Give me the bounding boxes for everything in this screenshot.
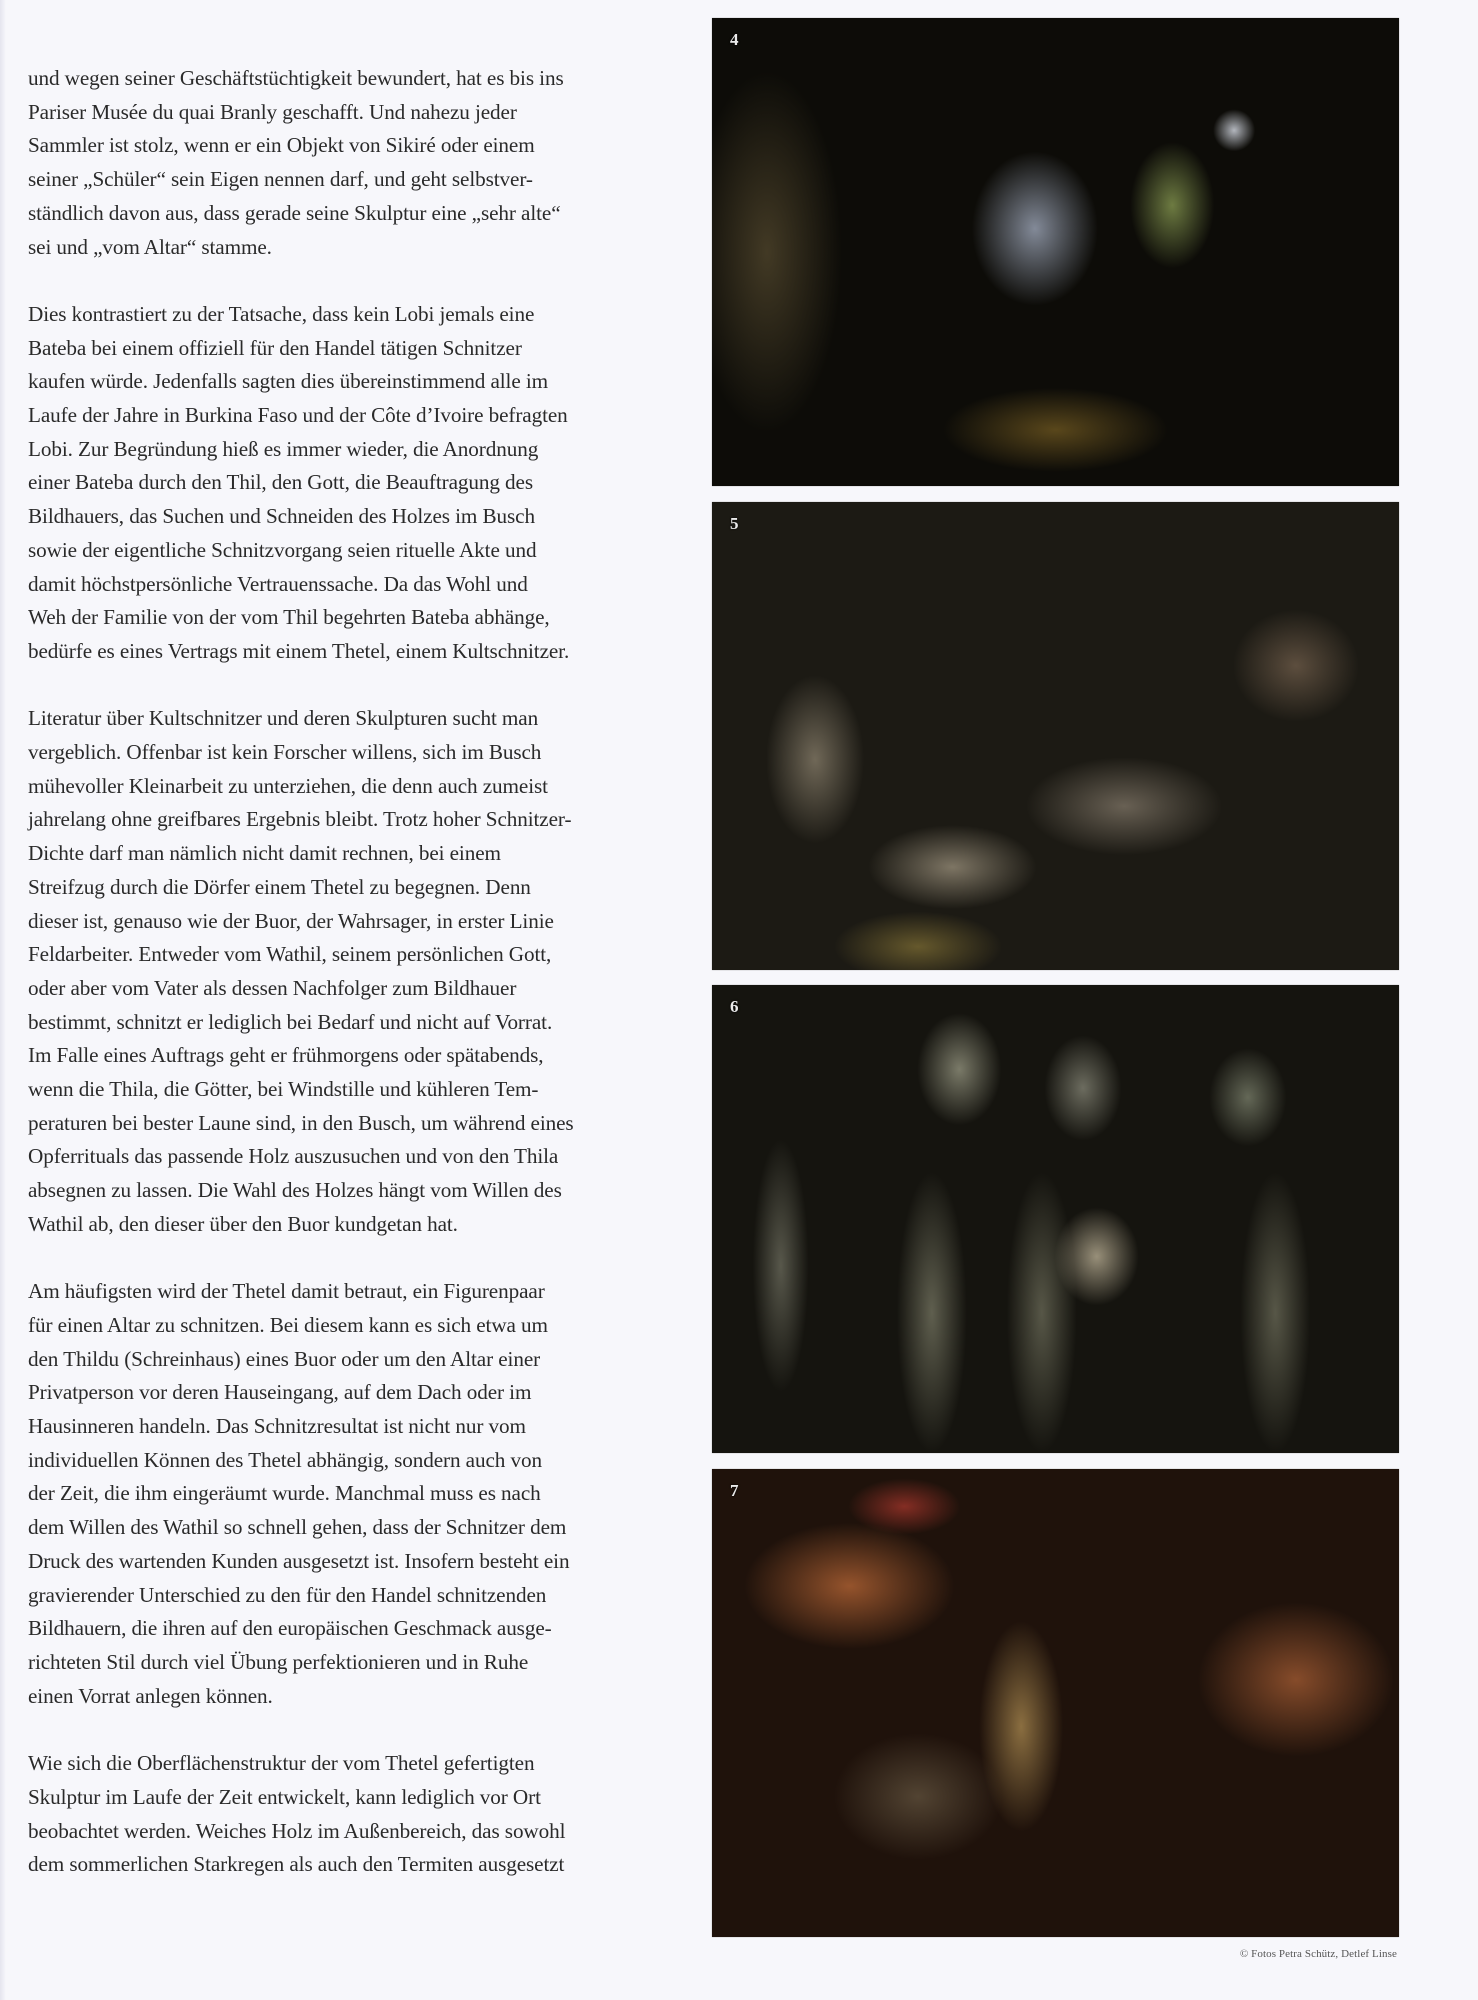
photo-4 — [712, 18, 1399, 486]
paragraph — [28, 1275, 678, 1713]
photo-5 — [712, 502, 1399, 970]
text-line: seiner „Schüler“ sein Eigen nennen darf, und geht selbstver- — [28, 167, 533, 192]
text-line: Literatur über Kultschnitzer und deren Skulpturen sucht man — [28, 706, 539, 731]
text-line: Sammler ist stolz, wenn er ein Objekt von Sikiré oder einem — [28, 133, 535, 158]
text-line: Im Falle eines Auftrags geht er frühmorgens oder spätabends, — [28, 1043, 544, 1068]
text-line: sei und „vom Altar“ stamme. — [28, 234, 272, 259]
text-line: absegnen zu lassen. Die Wahl des Holzes hängt vom Willen des — [28, 1178, 562, 1203]
paragraph — [28, 702, 678, 1241]
text-line: Lobi. Zur Begründung hieß es immer wieder, die Anordnung — [28, 436, 539, 461]
text-line: den Thildu (Schreinhaus) eines Buor oder um den Altar einer — [28, 1346, 541, 1371]
text-line: Druck des wartenden Kunden ausgesetzt ist. Insofern besteht ein — [28, 1548, 570, 1573]
text-line: jahrelang ohne greifbares Ergebnis bleibt. Trotz hoher Schnitzer- — [28, 807, 572, 832]
text-line: und wegen seiner Geschäftstüchtigkeit bewundert, hat es bis ins — [28, 66, 564, 90]
text-line: Opferrituals das passende Holz auszusuchen und von den Thila — [28, 1144, 559, 1169]
text-line: einen Vorrat anlegen können. — [28, 1683, 273, 1708]
text-line: Pariser Musée du quai Branly geschafft. Und nahezu jeder — [28, 99, 517, 124]
text-line: Bildhauern, die ihren auf den europäischen Geschmack ausge- — [28, 1616, 552, 1641]
text-line: sowie der eigentliche Schnitzvorgang seien rituelle Akte und — [28, 537, 537, 562]
text-line: Wie sich die Oberflächenstruktur der vom Thetel gefertigten — [28, 1751, 535, 1776]
text-line: bedürfe es eines Vertrags mit einem Thetel, einem Kultschnitzer. — [28, 638, 570, 663]
text-line: vergeblich. Offenbar ist kein Forscher willens, sich im Busch — [28, 740, 542, 765]
photo-number: 6 — [730, 997, 739, 1016]
photo-number: 4 — [730, 30, 739, 49]
photo-6 — [712, 985, 1399, 1453]
text-line: Bateba bei einem offiziell für den Handel tätigen Schnitzer — [28, 335, 522, 360]
page-edge — [0, 0, 6, 2000]
text-line: dem sommerlichen Starkregen als auch den Termiten ausgesetzt — [28, 1852, 565, 1877]
text-line: Skulptur im Laufe der Zeit entwickelt, kann lediglich vor Ort — [28, 1784, 541, 1809]
photo-credit: © Fotos Petra Schütz, Detlef Linse — [1239, 1948, 1397, 1960]
text-line: wenn die Thila, die Götter, bei Windstille und kühleren Tem- — [28, 1077, 539, 1102]
article-text-column — [28, 62, 678, 1916]
text-line: Wathil ab, den dieser über den Buor kundgetan hat. — [28, 1211, 458, 1236]
paragraph — [28, 62, 678, 264]
text-line: Weh der Familie von der vom Thil begehrten Bateba abhänge, — [28, 605, 550, 630]
text-line: mühevoller Kleinarbeit zu unterziehen, die denn auch zumeist — [28, 773, 548, 798]
text-line: Streifzug durch die Dörfer einem Thetel zu begegnen. Denn — [28, 874, 531, 899]
photo-7 — [712, 1469, 1399, 1937]
text-line: dieser ist, genauso wie der Buor, der Wahrsager, in erster Linie — [28, 908, 554, 933]
text-line: Am häufigsten wird der Thetel damit betraut, ein Figurenpaar — [28, 1279, 545, 1304]
text-line: peraturen bei bester Laune sind, in den Busch, um während eines — [28, 1110, 574, 1135]
text-line: Dies kontrastiert zu der Tatsache, dass kein Lobi jemals eine — [28, 301, 535, 326]
photo-number: 7 — [730, 1481, 739, 1500]
text-line: ständlich davon aus, dass gerade seine Skulptur eine „sehr alte“ — [28, 200, 561, 225]
text-line: richteten Stil durch viel Übung perfektionieren und in Ruhe — [28, 1650, 529, 1674]
text-line: Bildhauers, das Suchen und Schneiden des Holzes im Busch — [28, 504, 535, 529]
text-line: Dichte darf man nämlich nicht damit rechnen, bei einem — [28, 841, 501, 866]
paragraph — [28, 1747, 678, 1882]
text-line: oder aber vom Vater als dessen Nachfolger zum Bildhauer — [28, 975, 517, 1000]
text-line: bestimmt, schnitzt er lediglich bei Bedarf und nicht auf Vorrat. — [28, 1009, 553, 1034]
text-line: Hausinneren handeln. Das Schnitzresultat ist nicht nur vom — [28, 1414, 526, 1439]
paragraph — [28, 298, 678, 669]
text-line: einer Bateba durch den Thil, den Gott, die Beauftragung des — [28, 470, 533, 495]
text-line: beobachtet werden. Weiches Holz im Außenbereich, das sowohl — [28, 1818, 566, 1843]
text-line: kaufen würde. Jedenfalls sagten dies übereinstimmend alle im — [28, 369, 548, 394]
text-line: Laufe der Jahre in Burkina Faso und der Côte d’Ivoire befragten — [28, 403, 568, 428]
text-line: der Zeit, die ihm eingeräumt wurde. Manchmal muss es nach — [28, 1481, 541, 1506]
text-line: gravierender Unterschied zu den für den Handel schnitzenden — [28, 1582, 547, 1607]
text-line: individuellen Können des Thetel abhängig, sondern auch von — [28, 1447, 542, 1472]
text-line: für einen Altar zu schnitzen. Bei diesem kann es sich etwa um — [28, 1312, 548, 1337]
text-line: damit höchstpersönliche Vertrauenssache. Da das Wohl und — [28, 571, 528, 596]
text-line: dem Willen des Wathil so schnell gehen, dass der Schnitzer dem — [28, 1515, 567, 1540]
text-line: Privatperson vor deren Hauseingang, auf dem Dach oder im — [28, 1380, 532, 1405]
photo-number: 5 — [730, 514, 739, 533]
text-line: Feldarbeiter. Entweder vom Wathil, seinem persönlichen Gott, — [28, 942, 552, 967]
